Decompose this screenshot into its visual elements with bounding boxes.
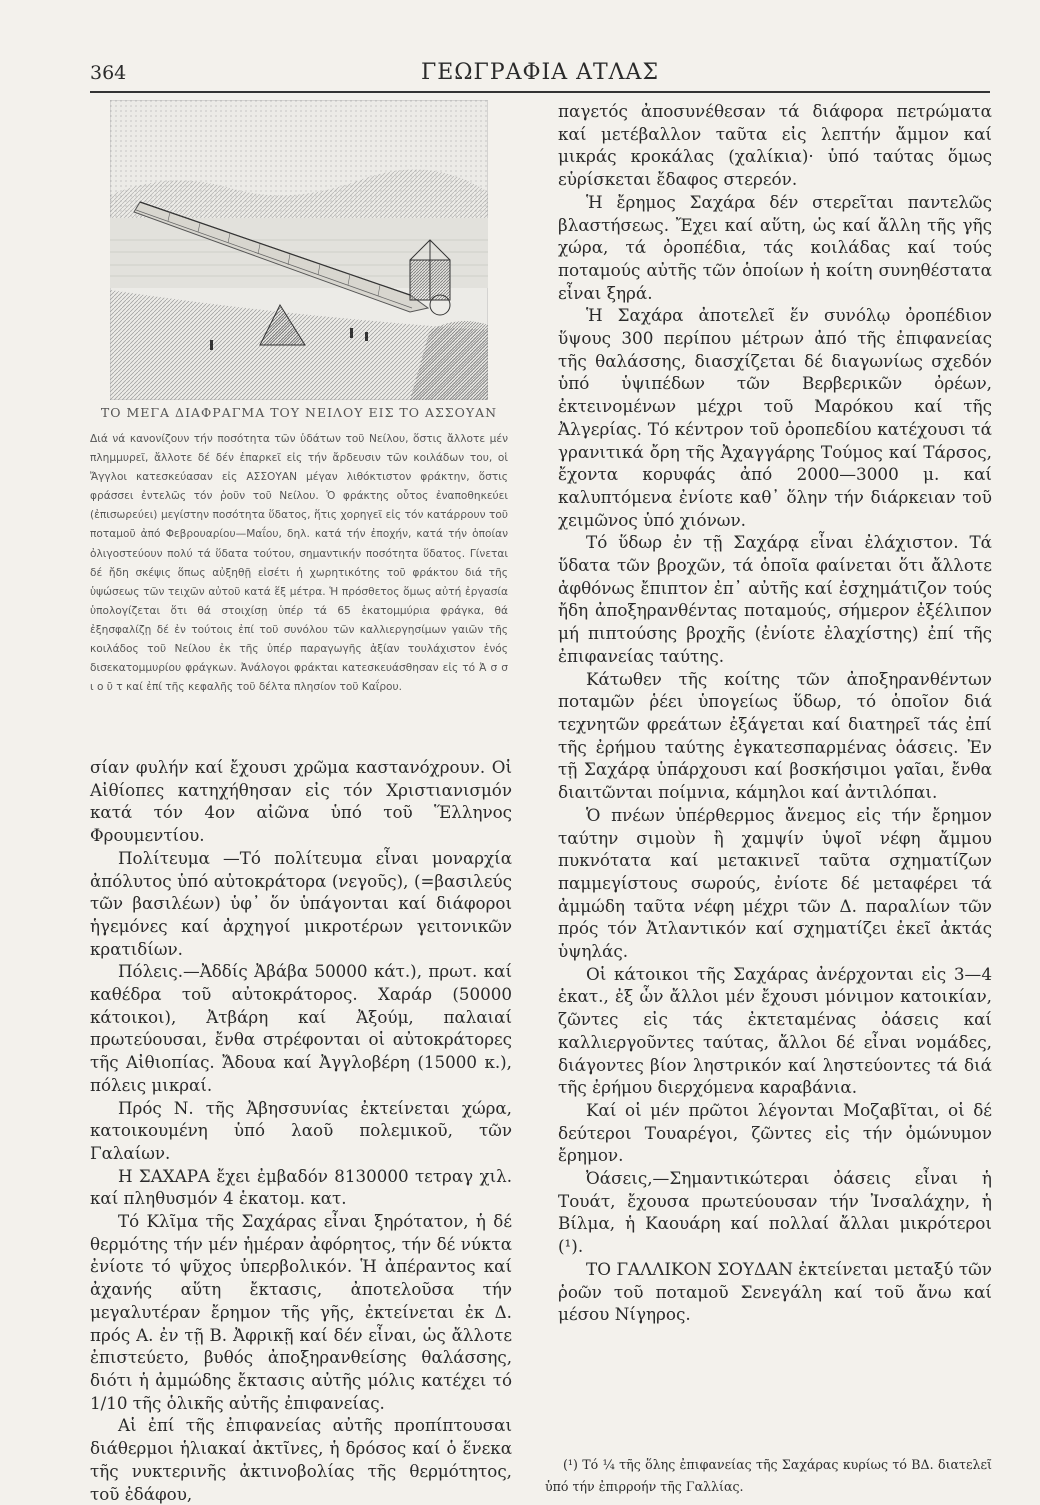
paragraph: Ὀάσεις,—Σημαντικώτεραι ὀάσεις εἶναι ἡ Τουάτ, ἔχουσα πρωτεύουσαν τήν Ἰνσαλάχην, ἡ Βίλμα, ἡ Καουάρη καί πολλαί ἄλλαι μικρότεροι (¹).: [558, 1168, 992, 1257]
paragraph: Ἡ Σαχάρα ἀποτελεῖ ἕν συνόλῳ ὀροπέδιον ὕψους 300 περίπου μέτρων ἀπό τῆς ἐπιφανείας τῆς θαλάσσης, διασχίζεται δέ διαγωνίως σχεδόν ὑπό ὑψιπέδων τῶν Βερβερικῶν ὀρέων, ἐκτεινομένων μέχρι τοῦ Μαρόκου καί τῆς Ἀλγερίας. Τό κέντρον τοῦ ὀροπεδίου κατέχουσι τά γρανιτικά ὄρη τῆς Ἀχαγγάρης Τούμος καί Τάρσος, ἔχοντα κορυφάς ἀπό 2000—3000 μ. καί καλυπτόμενα ἐνίοτε καθ᾽ ὅλην τήν διάρκειαν τοῦ χειμῶνος ὑπό χιόνων.: [558, 305, 992, 530]
paragraph: Καί οἱ μέν πρῶτοι λέγονται Μοζαβῖται, οἱ δέ δεύτεροι Τουαρέγοι, ζῶντες εἰς τήν ὁμώνυμον ἔρημον.: [558, 1099, 992, 1166]
page-header: [90, 58, 990, 88]
caption-title: ΤΟ ΜΕΓΑ ΔΙΑΦΡΑΓΜΑ ΤΟΥ ΝΕΙΛΟΥ ΕΙΣ ΤΟ ΑΣΣΟΥΑΝ: [100, 405, 498, 420]
paragraph: Τό ὕδωρ ἐν τῇ Σαχάρᾳ εἶναι ἐλάχιστον. Τά ὕδατα τῶν βροχῶν, τά ὁποῖα φαίνεται ὅτι ἄλλοτε ἀφθόνως ἔπιπτον ἐπ᾽ αὐτῆς καί ἐσχημάτιζον τούς ἤδη ἀποξηρανθέντας ποταμούς, σήμερον ἐξέλιπον μή πιπτούσης βροχῆς (ἐνίοτε ἐλαχίστης) ἐπί τῆς ἐπιφανείας ταύτης.: [558, 532, 992, 666]
caption-text: Διά νά κανονίζουν τήν ποσότητα τῶν ὑδάτων τοῦ Νείλου, ὅστις ἄλλοτε μέν πλημμυρεῖ, ἄλλοτε δέ δέν ἐπαρκεῖ εἰς τήν ἄρδευσιν τῶν κοιλάδων του, οἱ Ἄγγλοι κατεσκεύασαν εἰς ΑΣΣΟΥΑΝ μέγαν λιθόκτιστον φράκτην, ὅστις φράσσει ἐντελῶς τόν ῥοῦν τοῦ Νείλου. Ὁ φράκτης οὗτος ἐναποθηκεύει (ἐπισωρεύει) μεγίστην ποσότητα ὕδατος, ἥτις χορηγεῖ εἰς τόν κατάρρουν τοῦ ποταμοῦ ἀπό Φεβρουαρίου—Μαΐου, δηλ. κατά τήν ἐποχήν, κατά τήν ὁποίαν ὀλιγοστεύουν πολύ τά ὕδατα τούτου, σημαντικήν ποσότητα ὕδατος. Γίνεται δέ ἤδη σκέψις ὅπως αὐξηθῇ εἰσέτι ἡ χωρητικότης τοῦ φράκτου διά τῆς ὑψώσεως τῶν τειχῶν αὐτοῦ κατά ἕξ μέτρα. Ἡ πρόσθετος ὅμως αὐτή ἐργασία ὑπολογίζεται ὅτι θά στοιχίσῃ ὑπέρ τά 65 ἑκατομμύρια φράγκα, θά ἐξησφαλίζῃ δέ ἐν τούτοις ἐπί τοῦ συνόλου τῶν καλλιεργησίμων γαιῶν τῆς κοιλάδος τοῦ Νείλου ἐκ τῆς ὑπέρ παραγωγῆς ἀξίαν τουλάχιστον ἑνός δισεκατομμυρίου φράγκων. Ἀνάλογοι φράκται κατεσκευάσθησαν εἰς τό Ἀ σ σ ι ο ῦ τ καί ἐπί τῆς κεφαλῆς τοῦ δέλτα πλησίον τοῦ Καΐρου.: [90, 433, 508, 694]
header-rule: [90, 91, 990, 93]
footnote-text: (¹) Τό ¼ τῆς ὅλης ἐπιφανείας τῆς Σαχάρας κυρίως τό ΒΔ. διατελεῖ ὑπό τήν ἐπιρροήν τῆς Γαλλίας.: [545, 1457, 992, 1494]
footnote: [545, 1454, 992, 1498]
paragraph: Πόλεις.—Ἀδδίς Ἀβάβα 50000 κάτ.), πρωτ. καί καθέδρα τοῦ αὐτοκράτορος. Χαράρ (50000 κάτοικοι), Ἀτβάρη καί Ἀξούμ, παλαιαί πρωτεύουσαι, ἔνθα στρέφονται οἱ αὐτοκράτορες τῆς Αἰθιοπίας. Ἄδουα καί Ἀγγλοβέρη (15000 κ.), πόλεις μικραί.: [90, 961, 512, 1095]
paragraph: παγετός ἀποσυνέθεσαν τά διάφορα πετρώματα καί μετέβαλλον ταῦτα εἰς λεπτήν ἄμμον καί μικράς κροκάλας (χαλίκια)· ὑπό ταύτας ὅμως εὑρίσκεται ἔδαφος στερεόν.: [558, 101, 992, 190]
dam-illustration: [110, 100, 488, 400]
right-column: [558, 100, 992, 1326]
paragraph: Πρός Ν. τῆς Ἀβησσυνίας ἐκτείνεται χώρα, κατοικουμένη ὑπό λαοῦ πολεμικοῦ, τῶν Γαλαίων.: [90, 1097, 512, 1163]
running-title: ΓΕΩΓΡΑΦΙΑ ΑΤΛΑΣ: [420, 60, 660, 85]
paragraph: Κάτωθεν τῆς κοίτης τῶν ἀποξηρανθέντων ποταμῶν ῥέει ὑπογείως ὕδωρ, τό ὁποῖον διά τεχνητῶν φρεάτων ἐξάγεται καί διατηρεῖ τάς ἐπί τῆς ἐρήμου ταύτης ἐγκατεσπαρμένας ὀάσεις. Ἐν τῇ Σαχάρᾳ ὑπάρχουσι καί βοσκήσιμοι γαῖαι, ἔνθα διαιτῶνται ποίμνια, κάμηλοι καί ἀντιλόπαι.: [558, 668, 992, 803]
paragraph: σίαν φυλήν καί ἔχουσι χρῶμα καστανόχρουν. Οἱ Αἰθίοπες κατηχήθησαν εἰς τόν Χριστιανισμόν κατά τόν 4ον αἰῶνα ὑπό τοῦ Ἕλληνος Φρουμεντίου.: [90, 757, 512, 846]
paragraph: Αἱ ἐπί τῆς ἐπιφανείας αὐτῆς προπίπτουσαι διάθερμοι ἡλιακαί ἀκτῖνες, ἡ δρόσος καί ὁ ἕνεκα τῆς νυκτερινῆς ἀκτινοβολίας τῆς θερμότητος, τοῦ ἐδάφου,: [90, 1415, 512, 1504]
paragraph: ΤΟ ΓΑΛΛΙΚΟΝ ΣΟΥΔΑΝ ἐκτείνεται μεταξύ τῶν ῥοῶν τοῦ ποταμοῦ Σενεγάλη καί τοῦ ἄνω καί μέσου Νίγηρος.: [558, 1258, 992, 1325]
paragraph: Ὁ πνέων ὑπέρθερμος ἄνεμος εἰς τήν ἔρημον ταύτην σιμοὺν ἢ χαμψίν ὑψοῖ νέφη ἄμμου πυκνότατα καί μετακινεῖ ταῦτα σχηματίζων παμμεγίστους σωρούς, ἐνίοτε δέ μεταφέρει τά ἀμμώδη ταῦτα νέφη μέχρι τῶν Δ. παραλίων τῶν πρός τόν Ἀτλαντικόν καί σχηματίζει ἐκεῖ ἀκτάς ὑψηλάς.: [558, 804, 992, 962]
paragraph: Ἡ ἔρημος Σαχάρα δέν στερεῖται παντελῶς βλαστήσεως. Ἔχει καί αὕτη, ὡς καί ἄλλη τῆς γῆς χώρα, τά ὀροπέδια, τάς κοιλάδας καί τούς ποταμούς αὐτῆς τῶν ὁποίων ἡ κοίτη συνηθέστατα εἶναι ξηρά.: [558, 191, 992, 303]
paragraph: Η ΣΑΧΑΡΑ ἔχει ἐμβαδόν 8130000 τετραγ χιλ. καί πληθυσμόν 4 ἑκατομ. κατ.: [90, 1165, 512, 1209]
paragraph: Τό Κλῖμα τῆς Σαχάρας εἶναι ξηρότατον, ἡ δέ θερμότης τήν μέν ἡμέραν ἀφόρητος, τήν δέ νύκτα ἐνίοτε τό ψῦχος ὑπερβολικόν. Ἡ ἀπέραντος καί ἀχανής αὕτη ἔκτασις, ἀποτελοῦσα τήν μεγαλυτέραν ἔρημον τῆς γῆς, ἐκτείνεται ἐκ Δ. πρός Α. ἐν τῇ Β. Ἀφρικῇ καί δέν εἶναι, ὡς ἄλλοτε ἐπιστεύετο, βυθός ἀποξηρανθείσης θαλάσσης, διότι ἡ ἀμμώδης ἔκτασις αὐτῆς μόλις κατέχει τό 1/10 τῆς ὁλικῆς αὐτῆς ἐπιφανείας.: [90, 1211, 512, 1413]
figure-caption: [90, 405, 508, 697]
left-column: [90, 756, 512, 1505]
paragraph: Πολίτευμα —Τό πολίτευμα εἶναι μοναρχία ἀπόλυτος ὑπό αὐτοκράτορα (νεγοῦς), (=βασιλεύς τῶν βασιλέων) ὑφ᾽ ὅν ὑπάγονται καί διάφοροι ἡγεμόνες καί ἀρχηγοί μικροτέρων γειτονικῶν κρατιδίων.: [90, 847, 512, 959]
page-number: 364: [90, 62, 127, 84]
paragraph: Οἱ κάτοικοι τῆς Σαχάρας ἀνέρχονται εἰς 3—4 ἑκατ., ἐξ ὧν ἄλλοι μέν ἔχουσι μόνιμον κατοικίαν, ζῶντες εἰς τάς ἐκτεταμένας ὀάσεις καί καλλιεργοῦντες ταύτας, ἄλλοι δέ εἶναι νομάδες, διάγοντες βίον ληστρικόν καί ληστεύοντες τά διά τῆς ἐρήμου διερχόμενα καραβάνια.: [558, 963, 992, 1098]
